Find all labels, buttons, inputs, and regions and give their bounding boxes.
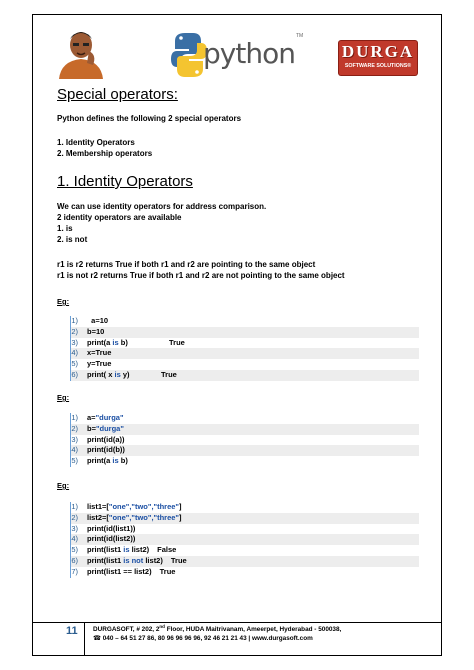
code-text: print( x is y) True: [87, 369, 177, 379]
code-block: [70, 316, 419, 381]
code-text: list1=["one","two","three"]: [87, 502, 182, 511]
line-number: 1): [71, 413, 78, 422]
code-text: x=True: [87, 348, 112, 358]
code-text: print(a is b) True: [87, 337, 185, 347]
line-number: 1): [71, 316, 78, 325]
line-number: 2): [71, 423, 78, 433]
code-block: [70, 502, 419, 578]
footer-address: DURGASOFT, # 202, 2nd Floor, HUDA Maitrivanam, Ameerpet, Hyderabad - 500038,: [93, 624, 342, 634]
list-item: 1. Identity Operators: [57, 138, 135, 147]
line-number: 2): [71, 512, 78, 522]
code-text: print(id(list1)): [87, 523, 136, 533]
output-value: True: [170, 555, 187, 565]
code-text: y=True: [87, 359, 112, 369]
line-number: 3): [71, 434, 78, 444]
code-line: [71, 359, 419, 370]
paragraph: 2 identity operators are available: [57, 213, 182, 222]
example-label: Eg:: [57, 297, 70, 306]
trademark-mark: TM: [296, 33, 304, 39]
output-value: False: [157, 545, 177, 555]
footer-separator: [84, 622, 85, 656]
line-number: 6): [71, 555, 78, 565]
line-number: 4): [71, 534, 78, 544]
durga-logo-title: DURGA: [341, 42, 415, 61]
code-text: print(a is b): [87, 456, 128, 466]
code-line: [71, 524, 419, 535]
code-text: a=10: [87, 316, 109, 325]
line-number: 4): [71, 445, 78, 455]
code-text: list2=["one","two","three"]: [87, 512, 182, 522]
python-wordmark: python: [203, 37, 295, 70]
line-number: 5): [71, 545, 78, 555]
page-number: 11: [66, 625, 78, 637]
paragraph: 1. is: [57, 224, 73, 233]
code-text: print(list1 is list2) False: [87, 545, 177, 555]
code-text: print(list1 == list2) True: [87, 566, 176, 576]
output-value: True: [161, 369, 177, 379]
line-number: 5): [71, 359, 78, 369]
example-label: Eg:: [57, 393, 70, 402]
footer-divider: [33, 622, 441, 623]
page-header: [33, 15, 441, 81]
list-item: 2. Membership operators: [57, 149, 153, 158]
code-line: [71, 445, 419, 456]
paragraph: 2. is not: [57, 235, 88, 244]
code-line: [71, 456, 419, 467]
code-line: [71, 567, 419, 578]
code-text: b="durga": [87, 423, 124, 433]
example-label: Eg:: [57, 481, 70, 490]
code-line: [71, 316, 419, 327]
line-number: 6): [71, 369, 78, 379]
paragraph: We can use identity operators for address comparison.: [57, 202, 267, 211]
code-block: [70, 413, 419, 467]
code-line: [71, 338, 419, 349]
code-line: [71, 348, 419, 359]
code-line: [71, 327, 419, 338]
code-line: [71, 534, 419, 545]
code-line: [71, 556, 419, 567]
section-heading: 1. Identity Operators: [57, 173, 193, 190]
line-number: 2): [71, 326, 78, 336]
line-number: 4): [71, 348, 78, 358]
paragraph: r1 is not r2 returns True if both r1 and r2 are not pointing to the same object: [57, 271, 345, 280]
code-text: b=10: [87, 326, 105, 336]
output-value: True: [159, 566, 176, 576]
line-number: 1): [71, 502, 78, 511]
code-line: [71, 424, 419, 435]
code-line: [71, 545, 419, 556]
line-number: 5): [71, 456, 78, 466]
durga-logo: [339, 41, 417, 75]
page-title: Special operators:: [57, 86, 178, 103]
output-value: True: [169, 337, 185, 347]
intro-text: Python defines the following 2 special operators: [57, 114, 242, 123]
code-line: [71, 370, 419, 381]
code-text: print(list1 is not list2) True: [87, 555, 187, 565]
author-avatar: [53, 25, 109, 79]
code-text: a="durga": [87, 413, 124, 422]
paragraph: r1 is r2 returns True if both r1 and r2 are pointing to the same object: [57, 260, 316, 269]
line-number: 3): [71, 337, 78, 347]
line-number: 7): [71, 566, 78, 576]
durga-logo-subtitle: SOFTWARE SOLUTIONS®: [344, 63, 412, 69]
code-line: [71, 413, 419, 424]
footer-contact: ☎ 040 – 64 51 27 86, 80 96 96 96 96, 92 46 21 21 43 | www.durgasoft.com: [93, 635, 313, 642]
code-line: [71, 435, 419, 446]
line-number: 3): [71, 523, 78, 533]
code-text: print(id(list2)): [87, 534, 136, 544]
code-line: [71, 502, 419, 513]
code-line: [71, 513, 419, 524]
code-text: print(id(a)): [87, 434, 125, 444]
code-text: print(id(b)): [87, 445, 125, 455]
